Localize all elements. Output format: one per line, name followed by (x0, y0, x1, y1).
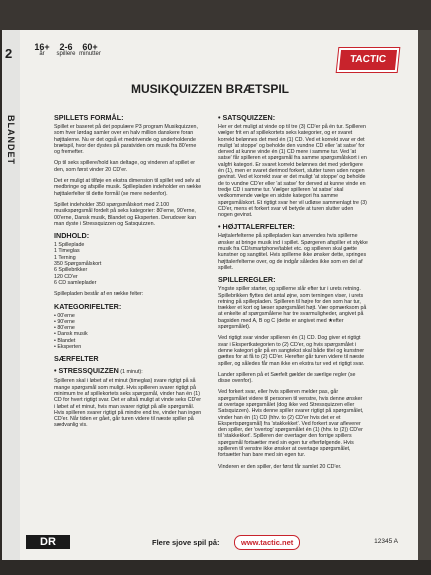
heading-hojttaler: • HØJTTALERFELTER: (218, 222, 295, 232)
paragraph: Vinderen er den spiller, der først får samlet 20 CD'er. (218, 463, 342, 470)
paragraph: Her er det muligt at vinde op til tre (3) CD'er på én tur. Spilleren vælger frit en af spillekortets seks kategorier, og er svaret korrekt belønnes det med én (1) CD. Ved et korrekt svar er det muligt 'at stoppe' og beholde den vundne CD eller 'at satse' for derved at kunne vinde én (1) CD mere i samme tur. Ved 'at satse' får spilleren et spørgsmål fra samme spørgsmålskort i en valgfri kategori. Er svaret korrekt belønnes det med yderligere én (1), men er svaret derimod forkert, slutter turen uden nogen gevinst. Ved et korrekt svar er det muligt 'at stoppe' og beholde de to vundne CD'er eller 'at satse' for derved at kunne vinde en tredje CD i samme tur. Vælger spilleren 'at satse' skal vedkommende vælge en sidste kategori fra samme spørgsmålskort. Et rigtigt svar her vil udløse sammenlagt tre (3) CD'er, mens et forkert svar vil betyde at turen slutter uden nogen gevinst. (218, 124, 367, 219)
players-icon: 2-6 spillere (56, 42, 76, 57)
tactic-logo: TACTIC (337, 48, 400, 72)
rules-sheet (2, 30, 418, 560)
list-item: 350 Spørgsmålskort (54, 261, 102, 268)
paragraph: Det er muligt at tilføje en ekstra dimension til spillet ved selv at medbringe og afspille musik. Spillepladen indeholder en række højttalerfelter til dette formål (se mere nedenfor). (54, 178, 202, 197)
paragraph: Lander spilleren på et Særfelt gælder de særlige regler (se disse ovenfor). (218, 371, 356, 385)
list-item: 120 CD'er (54, 273, 78, 280)
side-label-text: BLANDET (6, 115, 16, 165)
paragraph: Ved rigtigt svar vinder spilleren én (1) CD. Dog giver et rigtigt svar i Ekspertkategorien to (2) CD'er, og hvis spørgsmålet i denne kategori går på en sangtekst skal både titel og kunstner gættes for at få to (2) CD'er. Herefter går turen videre til næste spiller, og således får man ikke en ekstra tur ved et rigtigt svar. (218, 335, 365, 367)
website-link[interactable]: www.tactic.net (234, 535, 300, 550)
list-item: • Dansk musik (54, 331, 88, 338)
contents-list (54, 242, 202, 286)
list-item: • 00'erne (54, 312, 75, 319)
photo-background-top (0, 0, 431, 30)
more-games-text: Flere sjove spil på: (152, 538, 220, 547)
page-title: MUSIKQUIZZEN BRÆTSPIL (131, 82, 289, 96)
paragraph: Yngste spiller starter, og spillerne slår efter tur i urets retning. Spillebrikken flyttes det antal øjne, som terningen viser, i urets retning på spillepladen. Spilleren til højre for den som har tur, trækker et kort og læser spørgsmålet højt. Vær opmærksom på at enkelte af spørgsmålene har tre svarmuligheder, angivet på bagsiden med A, B og C (dette er angivet med ★efter spørgsmålet). (218, 286, 367, 331)
side-strip (2, 30, 20, 560)
list-item: • 90'erne (54, 318, 75, 325)
left-column (54, 110, 202, 434)
paragraph: Højtalerfelterne på spillepladen kan anvendes hvis spillerne ønsker at bringe musik ind i spillet. Spørgeren afspiller et stykke musik fra CD/smartphone/tablet etc. og spilleren skal gætte kunstner og sangtitel. Hvis spillerne ikke ønsker dette, springes højttalerfelterne over, og de indgår således ikke som en del af spillet. (218, 233, 368, 271)
list-item: 6 Spillebrikker (54, 267, 88, 274)
product-code: 12345 A (374, 538, 398, 545)
heading-formal: SPILLETS FORMÅL: (54, 113, 124, 122)
list-item: 6 CD samleplader (54, 279, 97, 286)
heading-indhold: INDHOLD: (54, 231, 90, 241)
side-label (3, 80, 19, 200)
paragraph: Spilleren skal i løbet af et minut (timeglas) svare rigtigt på så mange spørgsmål som muligt. Hvis spilleren svarer rigtigt på minimum tre af spillekortets seks spørgsmål, vinder han én (1) CD for hvert rigtigt svar. Det er altså muligt at vinde seks CD'er i løbet af et minut, hvis man svarer rigtigt på alle spørgsmål. Hvis spilleren svarer rigtigt på mindre end tre, vinder han ingen CD'er. Når tiden er gået, går turen videre til næste spiller på sædvanlig vis. (54, 378, 202, 429)
age-icon: 16+ år (34, 42, 50, 57)
list-item: 1 Timeglas (54, 248, 80, 255)
paragraph: Spillepladen består af en række felter: (54, 291, 144, 298)
dr-logo: DR (26, 535, 70, 549)
heading-saerfelter: SÆRFELTER (54, 354, 99, 364)
list-item: 1 Spilleplade (54, 242, 85, 249)
heading-stressquiz: • STRESSQUIZZEN (1 minut): (54, 366, 143, 376)
category-list (54, 313, 202, 351)
footer (2, 535, 418, 553)
heading-spilleregler: SPILLEREGLER: (218, 275, 276, 285)
paragraph: Ved forkert svar, eller hvis spilleren melder pas, går spørgsmålet videre til personen til venstre, hvis denne ønsker at overtage spørgsmålet (dog ikke ved Stressquizzen eller Satsquizzen). Hvis denne spiller svarer rigtigt på spørgsmålet, vinder han én (1) CD (hhv. to (2) CD'er hvis det er et Ekspertspørgsmål) fra 'stakkekket'. Ved forkert svar afleverer den spiller, der 'overtog' spørgsmålet én (1) (hhv. to (2)) CD'er til 'stakkekket'. Spilleren der overtager den forrige spillers spørgsmål fortsætter med sin egen tur efterfølgende. Hvis spilleren til venstre ikke ønsker at overtage spørgsmålet, fortsætter han bare med sin egen tur. (218, 389, 364, 459)
list-item: 1 Terning (54, 254, 76, 261)
list-item: • Blandet (54, 337, 76, 344)
heading-kategori: KATEGORIFELTER: (54, 301, 122, 311)
list-item: • Eksperten (54, 344, 82, 351)
paragraph: Spillet indeholder 350 spørgsmålskort med 2.100 musikspørgsmål fordelt på seks kategorier: 80'erne, 90'erne, 00'erne, Dansk musik, Blandet og Eksperten. Derudover kan man dyste i Stressquizzen og Satsquizzen. (54, 201, 197, 227)
paragraph: Op til seks spillere/hold kan deltage, og vinderen af spillet er den, som først vinder 20 CD'er. (54, 160, 196, 173)
photo-background-right (418, 30, 431, 560)
list-item: • 80'erne (54, 325, 75, 332)
time-icon: 60+ minutter (79, 42, 101, 57)
paragraph: Spillet er baseret på det populære P3 program Musikquizzen, som hver lørdag samler over en halv million danskere foran højttalerne. Nu er det også et medrivende og underholdende brætspil, hvor der dystes på paratviden om musik fra 80'erne og fremefter. (54, 124, 198, 156)
heading-satsquiz: • SATSQUIZZEN: (218, 113, 276, 122)
side-number: 2 (5, 46, 13, 61)
right-column (218, 110, 368, 475)
